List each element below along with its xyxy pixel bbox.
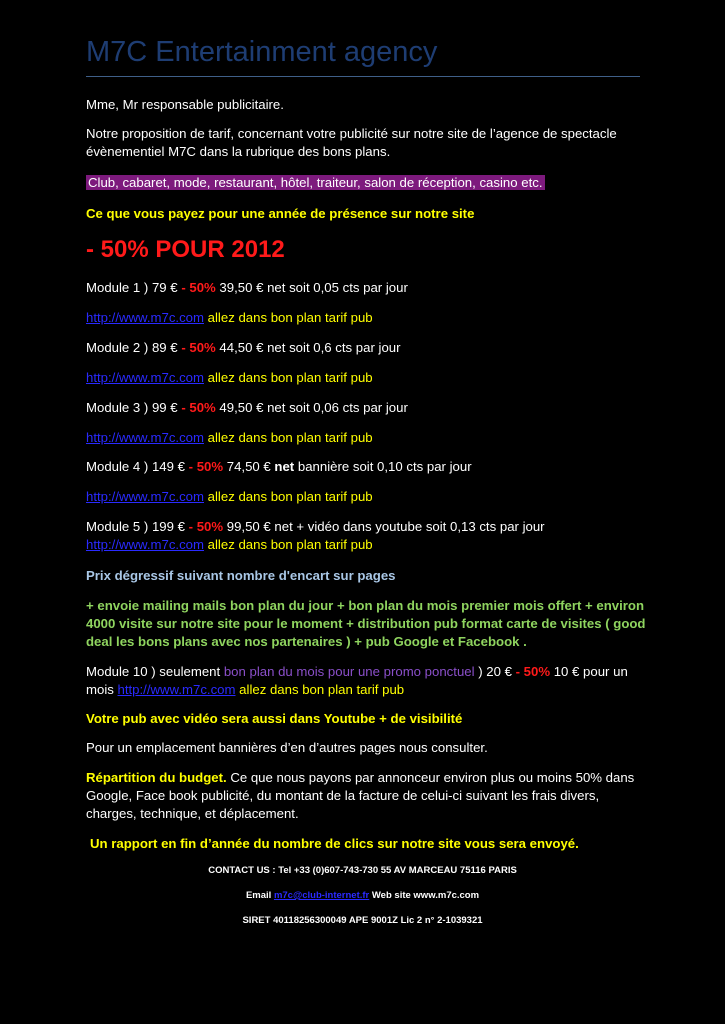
module-1-discount: - 50% <box>181 280 216 295</box>
module-4-link-line <box>86 488 646 506</box>
module-10-prefix: Module 10 ) seulement <box>86 664 224 679</box>
pricing-heading: Ce que vous payez pour une année de présence sur notre site <box>86 206 475 221</box>
module-10 <box>86 663 646 699</box>
greeting: Mme, Mr responsable publicitaire. <box>86 97 284 112</box>
siret-line: SIRET 40118256300049 APE 9001Z Lic 2 n° 2-1039321 <box>242 915 483 926</box>
email-label: Email <box>245 890 274 901</box>
other-pages-line: Pour un emplacement bannières d’en d’autres pages nous consulter. <box>86 740 488 755</box>
categories-highlight: Club, cabaret, mode, restaurant, hôtel, traiteur, salon de réception, casino etc. <box>88 175 543 190</box>
module-10-promo: bon plan du mois pour une promo ponctuel <box>223 664 475 679</box>
budget-text: Ce que nous payons par annonceur environ plus ou moins 50% dans Google, Face book publicité, du montant de la facture de celui-ci suivant les frais divers, charges, technique, et déplacement. <box>86 770 635 821</box>
module-5-suffix: 99,50 € net + vidéo dans youtube soit 0,13 cts par jour <box>223 519 545 534</box>
module-4-prefix: Module 4 ) 149 € <box>86 459 189 474</box>
module-2-suffix: 44,50 € net soit 0,6 cts par jour <box>215 340 401 355</box>
offer-text: + envoie mailing mails bon plan du jour + bon plan du mois premier mois offert + environ 4000 visite sur notre site pour le moment + distribution pub format carte de visites ( good deal les bons plans avec nos partenaires ) + pub Google et Facebook . <box>86 598 646 649</box>
website-link[interactable]: http://www.m7c.com <box>86 430 204 445</box>
youtube-line: Votre pub avec vidéo sera aussi dans Youtube + de visibilité <box>86 711 463 726</box>
link-suffix: allez dans bon plan tarif pub <box>204 370 373 385</box>
link-suffix: allez dans bon plan tarif pub <box>204 430 373 445</box>
module-1 <box>86 279 646 297</box>
module-1-suffix: 39,50 € net soit 0,05 cts par jour <box>215 280 408 295</box>
module-2-prefix: Module 2 ) 89 € <box>86 340 182 355</box>
link-suffix: allez dans bon plan tarif pub <box>204 537 373 552</box>
website-link[interactable]: http://www.m7c.com <box>86 537 204 552</box>
module-2-discount: - 50% <box>181 340 216 355</box>
module-5-prefix: Module 5 ) 199 € <box>86 519 189 534</box>
budget-paragraph <box>86 769 646 823</box>
module-3 <box>86 399 646 417</box>
module-10-link[interactable]: http://www.m7c.com <box>117 682 236 697</box>
module-2 <box>86 339 646 357</box>
module-4-suffix-a: 74,50 € <box>223 459 275 474</box>
promo-heading: - 50% POUR 2012 <box>86 236 285 263</box>
website-link[interactable]: http://www.m7c.com <box>86 310 204 325</box>
module-3-suffix: 49,50 € net soit 0,06 cts par jour <box>215 400 408 415</box>
module-3-discount: - 50% <box>181 400 216 415</box>
title-divider <box>86 76 640 77</box>
module-4-net: net <box>274 459 295 474</box>
module-1-link-line <box>86 309 646 327</box>
module-3-prefix: Module 3 ) 99 € <box>86 400 182 415</box>
email-line <box>0 890 725 902</box>
degressive-heading: Prix dégressif suivant nombre d'encart sur pages <box>86 568 396 583</box>
module-10-price: ) 20 € <box>474 664 516 679</box>
module-5 <box>86 518 646 536</box>
budget-label: Répartition du budget. <box>86 770 227 785</box>
email-link[interactable]: m7c@club-internet.fr <box>273 890 370 901</box>
module-4-suffix-b: bannière soit 0,10 cts par jour <box>294 459 472 474</box>
module-10-link-suffix: allez dans bon plan tarif pub <box>235 682 405 697</box>
module-1-prefix: Module 1 ) 79 € <box>86 280 182 295</box>
website-link[interactable]: http://www.m7c.com <box>86 489 204 504</box>
module-3-link-line <box>86 429 646 447</box>
module-5-link-line <box>86 536 646 554</box>
module-5-discount: - 50% <box>188 519 224 534</box>
page-title: M7C Entertainment agency <box>86 36 438 68</box>
link-suffix: allez dans bon plan tarif pub <box>204 489 373 504</box>
link-suffix: allez dans bon plan tarif pub <box>204 310 373 325</box>
module-10-discount: - 50% <box>515 664 551 679</box>
website-text: Web site www.m7c.com <box>369 890 480 901</box>
module-4-discount: - 50% <box>188 459 224 474</box>
website-link[interactable]: http://www.m7c.com <box>86 370 204 385</box>
module-2-link-line <box>86 369 646 387</box>
contact-line: CONTACT US : Tel +33 (0)607-743-730 55 AV MARCEAU 75116 PARIS <box>208 865 517 876</box>
categories-line <box>86 174 646 192</box>
proposal-text: Notre proposition de tarif, concernant votre publicité sur notre site de l’agence de spectacle évènementiel M7C dans la rubrique des bons plans. <box>86 126 617 159</box>
module-4 <box>86 458 646 476</box>
module-10-net: 10 € pour un mois <box>86 664 628 697</box>
report-line: Un rapport en fin d’année du nombre de clics sur notre site vous sera envoyé. <box>90 836 579 851</box>
